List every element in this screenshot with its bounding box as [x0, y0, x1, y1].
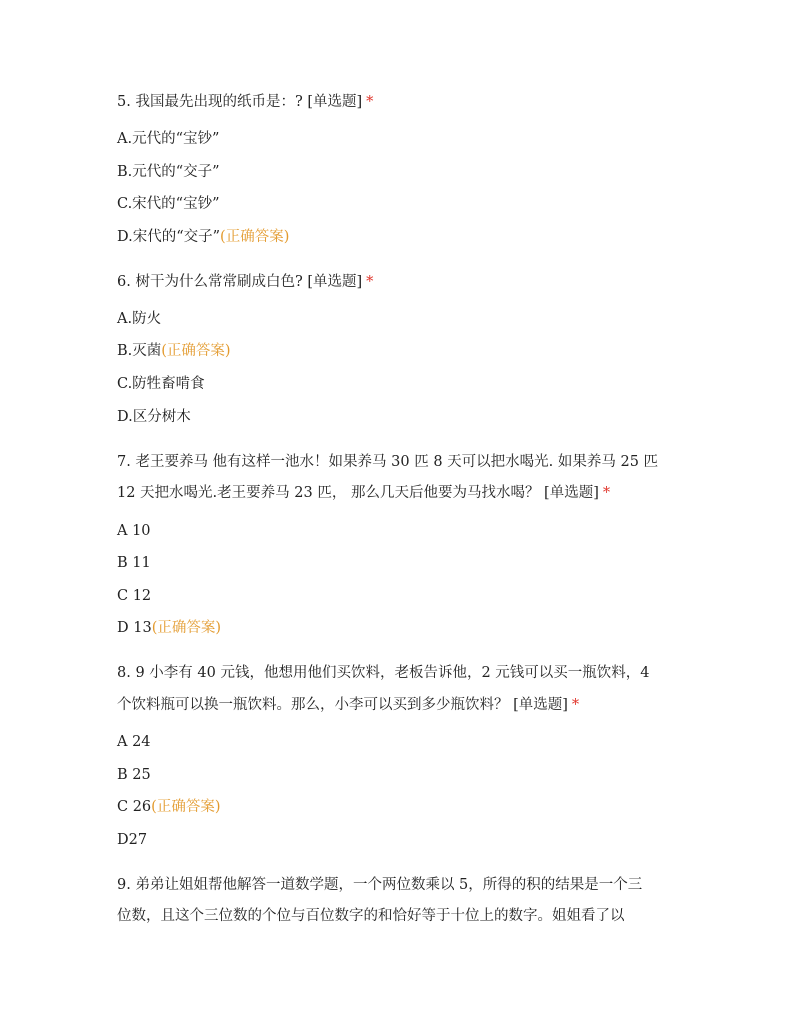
- option-label: A 10: [117, 523, 151, 539]
- option-label: C.宋代的“宝钞”: [117, 196, 220, 212]
- option-label: B.元代的“交子”: [117, 164, 220, 180]
- option-label: D 13: [117, 620, 152, 636]
- correct-answer-tag: (正确答案): [220, 229, 290, 245]
- question-5-title: [117, 92, 373, 112]
- question-text: 个饮料瓶可以换一瓶饮料。那么，小李可以买到多少瓶饮料？ [单选题]: [117, 697, 568, 713]
- question-text: 位数，且这个三位数的个位与百位数字的和恰好等于十位上的数字。姐姐看了以: [117, 908, 625, 924]
- question-text: 老王要养马 他有这样一池水！如果养马 30 匹 8 天可以把水喝光. 如果养马 25 匹: [135, 454, 659, 470]
- option-label: C 26: [117, 799, 152, 815]
- required-star: *: [602, 485, 611, 501]
- question-7-title-line-2: [117, 483, 610, 503]
- question-5-option-c: [117, 194, 220, 214]
- question-7-title-line-1: [117, 452, 658, 472]
- question-9-title-line-2: [117, 906, 625, 926]
- question-6-title: [117, 272, 373, 292]
- question-8-option-c: [117, 797, 220, 817]
- question-text: 树干为什么常常刷成白色? [单选题]: [135, 274, 363, 290]
- question-6-option-b: [117, 341, 231, 361]
- question-7-option-a: [117, 521, 151, 541]
- question-number: 9.: [117, 877, 131, 893]
- option-label: C 12: [117, 588, 152, 604]
- correct-answer-tag: (正确答案): [151, 620, 222, 636]
- question-9-title-line-1: [117, 875, 642, 895]
- option-label: D.区分树木: [117, 409, 191, 425]
- question-number: 8.: [117, 665, 131, 681]
- question-7-option-d: [117, 618, 221, 638]
- required-star: *: [571, 697, 580, 713]
- option-label: D27: [117, 832, 148, 848]
- question-8-option-b: [117, 765, 151, 785]
- question-6-option-a: [117, 309, 161, 329]
- question-5-option-d: [117, 227, 289, 247]
- question-8-option-d: [117, 830, 147, 850]
- option-label: B 25: [117, 767, 151, 783]
- question-6-option-c: [117, 374, 205, 394]
- option-label: A 24: [117, 734, 151, 750]
- option-label: C.防牲畜啃食: [117, 376, 205, 392]
- question-number: 5.: [117, 94, 131, 110]
- option-label: B 11: [117, 555, 151, 571]
- correct-answer-tag: (正确答案): [161, 343, 231, 359]
- question-7-option-b: [117, 553, 151, 573]
- required-star: *: [366, 94, 374, 110]
- question-7-option-c: [117, 586, 151, 606]
- question-number: 7.: [117, 454, 131, 470]
- correct-answer-tag: (正确答案): [151, 799, 221, 815]
- question-text: 我国最先出现的纸币是：? [单选题]: [135, 94, 363, 110]
- question-text: 弟弟让姐姐帮他解答一道数学题，一个两位数乘以 5，所得的积的结果是一个三: [135, 877, 643, 893]
- question-5-option-a: [117, 129, 219, 149]
- question-text: 12 天把水喝光.老王要养马 23 匹， 那么几天后他要为马找水喝？ [单选题]: [117, 485, 599, 501]
- question-8-title-line-2: [117, 695, 579, 715]
- question-6-option-d: [117, 407, 191, 427]
- question-5-option-b: [117, 162, 220, 182]
- option-label: A.防火: [117, 311, 162, 327]
- question-number: 6.: [117, 274, 131, 290]
- option-label: B.灭菌: [117, 343, 162, 359]
- question-8-option-a: [117, 732, 151, 752]
- question-8-title-line-1: [117, 663, 650, 683]
- option-label: A.元代的“宝钞”: [117, 131, 220, 147]
- question-text: 9 小李有 40 元钱，他想用他们买饮料，老板告诉他，2 元钱可以买一瓶饮料，4: [135, 665, 650, 681]
- option-label: D.宋代的“交子”: [117, 229, 221, 245]
- required-star: *: [366, 274, 374, 290]
